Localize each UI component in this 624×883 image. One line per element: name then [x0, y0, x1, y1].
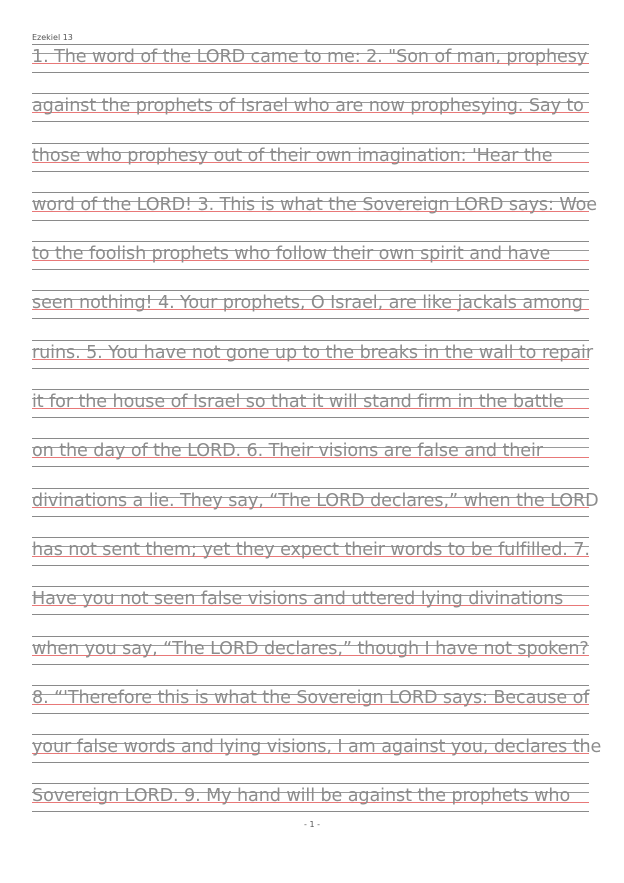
tracing-text-line: on the day of the LORD. 6. Their visions are false and their — [32, 441, 543, 462]
guide-line — [32, 811, 589, 812]
page-number: - 1 - — [304, 820, 320, 829]
guide-line — [32, 290, 589, 291]
guide-line — [32, 72, 589, 73]
tracing-row — [32, 43, 589, 92]
guide-line — [32, 318, 589, 319]
guide-line — [32, 220, 589, 221]
tracing-text-line: 8. “'Therefore this is what the Sovereign LORD says: Because of — [32, 687, 590, 708]
guide-line — [32, 762, 589, 763]
tracing-text-line: divinations a lie. They say, “The LORD declares,” when the LORD — [32, 490, 599, 511]
guide-line — [32, 713, 589, 714]
tracing-row — [32, 339, 593, 388]
tracing-row — [32, 437, 589, 486]
tracing-text-line: has not sent them; yet they expect their words to be fulfilled. 7. — [32, 539, 590, 560]
tracing-text-line: those who prophesy out of their own imagination: 'Hear the — [32, 145, 553, 166]
guide-line — [32, 783, 589, 784]
tracing-row — [32, 289, 589, 338]
tracing-row — [32, 585, 589, 634]
guide-line — [32, 685, 589, 686]
guide-line — [32, 614, 589, 615]
guide-line — [32, 44, 589, 45]
guide-line — [32, 269, 589, 270]
tracing-row — [32, 240, 589, 289]
tracing-text-line: against the prophets of Israel who are now prophesying. Say to — [32, 96, 584, 117]
guide-line — [32, 368, 589, 369]
tracing-row — [32, 92, 589, 141]
guide-line — [32, 636, 589, 637]
guide-line — [32, 516, 589, 517]
tracing-row — [32, 733, 602, 782]
guide-line — [32, 121, 589, 122]
tracing-row — [32, 142, 589, 191]
guide-line — [32, 192, 589, 193]
tracing-row — [32, 191, 597, 240]
guide-line — [32, 734, 589, 735]
tracing-row — [32, 388, 589, 437]
guide-line — [32, 537, 589, 538]
tracing-row — [32, 684, 589, 733]
guide-line — [32, 417, 589, 418]
guide-line — [32, 389, 589, 390]
tracing-text-line: it for the house of Israel so that it will stand firm in the battle — [32, 392, 564, 413]
tracing-row — [32, 487, 599, 536]
tracing-rows — [32, 43, 602, 832]
tracing-text-line: seen nothing! 4. Your prophets, O Israel, are like jackals among — [32, 293, 583, 314]
tracing-text-line: ruins. 5. You have not gone up to the breaks in the wall to repair — [32, 342, 593, 363]
guide-line — [32, 340, 589, 341]
tracing-text-line: word of the LORD! 3. This is what the Sovereign LORD says: Woe — [32, 194, 597, 215]
guide-line — [32, 586, 589, 587]
tracing-text-line: Sovereign LORD. 9. My hand will be against the prophets who — [32, 786, 571, 807]
tracing-text-line: your false words and lying visions, I am against you, declares the — [32, 737, 602, 758]
tracing-row — [32, 635, 589, 684]
guide-line — [32, 143, 589, 144]
guide-line — [32, 565, 589, 566]
tracing-text-line: 1. The word of the LORD came to me: 2. "Son of man, prophesy — [32, 47, 588, 67]
guide-line — [32, 438, 589, 439]
tracing-row — [32, 536, 589, 585]
guide-line — [32, 664, 589, 665]
tracing-text-line: to the foolish prophets who follow their own spirit and have — [32, 244, 551, 265]
tracing-text-line: when you say, “The LORD declares,” though I have not spoken? — [32, 638, 589, 659]
guide-line — [32, 93, 589, 94]
page-header-title: Ezekiel 13 — [32, 33, 73, 42]
guide-line — [32, 488, 589, 489]
guide-line — [32, 241, 589, 242]
tracing-text-line: Have you not seen false visions and uttered lying divinations — [32, 589, 564, 610]
guide-line — [32, 466, 589, 467]
guide-line — [32, 171, 589, 172]
